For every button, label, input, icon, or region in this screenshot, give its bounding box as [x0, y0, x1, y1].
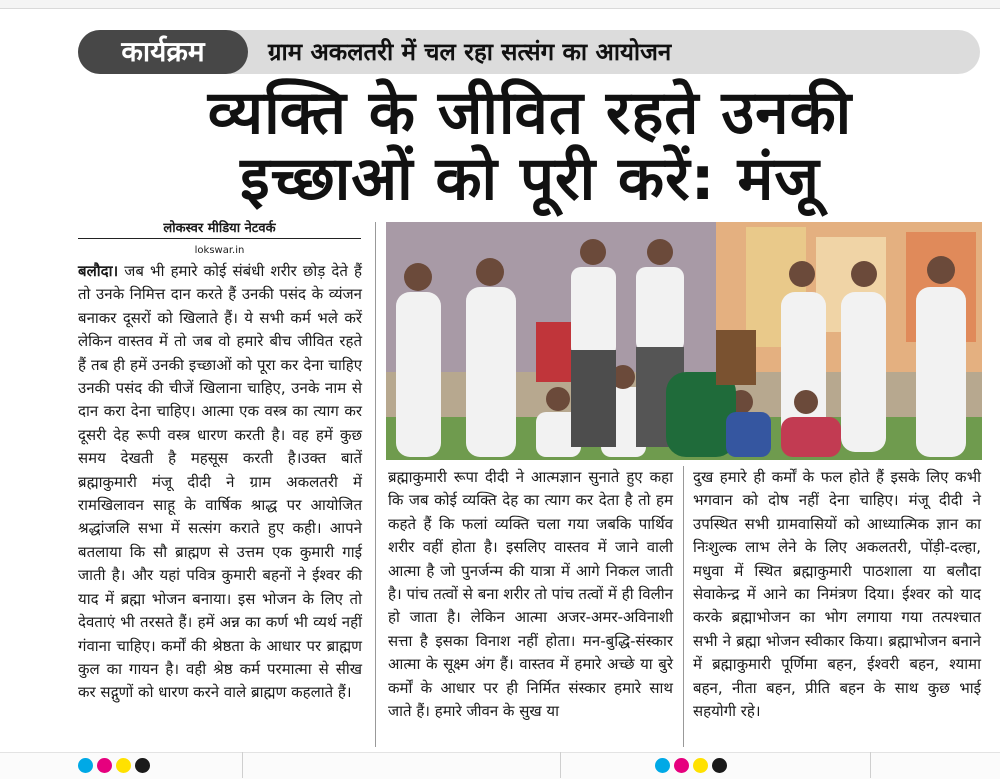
byline: लोकस्वर मीडिया नेटवर्क [78, 218, 361, 239]
kicker-label: कार्यक्रम [78, 30, 248, 74]
event-photo-illustration [386, 222, 982, 460]
crop-mark [870, 752, 871, 778]
black-dot-icon [712, 758, 727, 773]
cyan-dot-icon [655, 758, 670, 773]
event-photo [386, 222, 982, 460]
yellow-dot-icon [693, 758, 708, 773]
black-dot-icon [135, 758, 150, 773]
headline-line-2: इच्छाओं को पूरी करें: मंजू [240, 144, 820, 214]
yellow-dot-icon [116, 758, 131, 773]
column-1-text: जब भी हमारे कोई संबंधी शरीर छोड़ देते हैं तो उनके निमित्त दान करते हैं उनकी पसंद के व्यंजन बनाकर दूसरों को खिलाते हैं। ये सभी कर्म भले करें लेकिन वास्तव में तो जब वो हमारे बीच जीवित रहते हैं तब ही हमें उनकी इच्छाओं को पूरा कर देना चाहिए उनकी पसंद की चीजें खिलाना चाहिए, उनके नाम से दान करा देना चाहिए। आत्मा एक वस्त्र का त्याग कर दूसरी देह रूपी वस्त्र धारण करती है। वह हमें कुछ समय देखती है महसूस करती है।उक्त बातें ब्रह्माकुमारी मंजू दीदी ने ग्राम अकलतरी में रामखिलावन साहू के वार्षिक श्राद्ध पर आयोजित श्रद्धांजलि सभा में सत्संग कराते हुए कही। आपने बतलाया कि सौ ब्राह्मण से उत्तम एक कुमारी गाई जाती है। और यहां पवित्र कुमारी बहनों ने ईश्वर की याद में ब्रह्मा भोजन बनाया। इस भोजन के लिए तो देवताएं भी तरसते हैं। हमें अन्न का कर्ण भी व्यर्थ नहीं गंवाना चाहिए। कर्मों की श्रेष्ठता के आधार पर ब्राह्मण कुल का गायन है। वही श्रेष्ठ कर्म परमात्मा से सीख कर सद्गुणों को धारण करने वाले ब्राह्मण कहलाते हैं। [78, 262, 362, 702]
headline-line-1: व्यक्ति के जीवित रहते उनकी [207, 78, 853, 148]
top-margin-strip [0, 0, 1000, 9]
magenta-dot-icon [97, 758, 112, 773]
headline [60, 80, 1000, 212]
kicker-text: ग्राम अकलतरी में चल रहा सत्संग का आयोजन [268, 38, 672, 66]
column-rule-1 [375, 222, 376, 747]
magenta-dot-icon [674, 758, 689, 773]
column-3: दुख हमारे ही कर्मों के फल होते हैं इसके लिए कभी भगवान को दोष नहीं देना चाहिए। मंजू दीदी ने उपस्थित सभी ग्रामवासियों को आध्यात्मिक ज्ञान का निःशुल्क लाभ लेने के लिए अकलतरी, पोंड़ी-दल्हा, मधुवा में स्थित ब्रह्माकुमारी पाठशाला या बलौदा सेवाकेन्द्र में आने का निमंत्रण दिया। ईश्वर को याद करके ब्रह्माभोजन का भोग लगाया गया तत्पश्चात सभी ने ब्रह्मा भोजन स्वीकार किया। ब्रह्माभोजन बनाने में ब्रह्माकुमारी पूर्णिमा बहन, ईश्वरी बहन, श्यामा बहन, नीता बहन, प्रीति बहन के साथ कुछ भाई सहयोगी रहे। [693, 468, 981, 721]
cyan-dot-icon [78, 758, 93, 773]
registration-marks-left [78, 758, 154, 774]
site-url: lokswar.in [194, 245, 245, 256]
dateline: बलौदा। [78, 262, 119, 280]
column-1 [78, 260, 362, 705]
crop-mark [560, 752, 561, 778]
column-2: ब्रह्माकुमारी रूपा दीदी ने आत्मज्ञान सुनाते हुए कहा कि जब कोई व्यक्ति देह का त्याग कर देता है तो हम कहते हैं कि फलां व्यक्ति चला गया जबकि पार्थिव शरीर वहीं होता है। इसलिए वास्तव में जाने वाली आत्मा है जो पुनर्जन्म की यात्रा में आगे निकल जाती है। पांच तत्वों से बना शरीर तो पांच तत्वों में ही विलीन हो जाता है। लेकिन आत्मा अजर-अमर-अविनाशी सत्ता है इसका विनाश नहीं होता। मन-बुद्धि-संस्कार आत्मा के सूक्ष्म अंग हैं। वास्तव में हमारे अच्छे या बुरे कर्मों के आधार पर ही निर्मित संस्कार हमारे साथ जाते हैं। हमारे जीवन के सुख या [388, 468, 673, 721]
registration-marks-right [655, 758, 731, 774]
crop-mark [242, 752, 243, 778]
column-rule-2 [683, 466, 684, 747]
